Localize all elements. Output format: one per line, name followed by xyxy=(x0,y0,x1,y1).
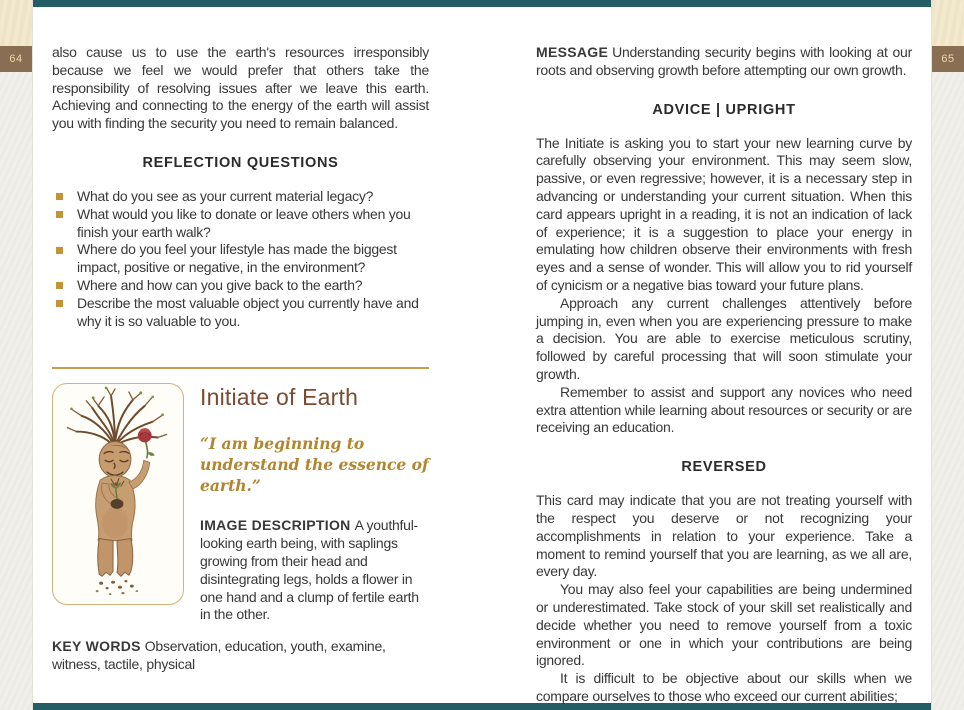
card-section xyxy=(52,383,429,624)
right-page-edge xyxy=(931,0,964,710)
advice-paragraph: The Initiate is asking you to start your new learning curve by carefully observing your environment. This may seem slow, passive, or even regressive; however, it is a necessary step in advancing or understanding your current situation. When this card appears upright in a reading, it is not an indication of lack of experience; it is a suggestion to place your energy in emulating how children observe their environments with fresh eyes and a sense of wonder. This will allow you to rid yourself of cynicism or a negative bias toward your future plans. xyxy=(536,134,912,293)
key-words-label: KEY WORDS xyxy=(52,638,141,655)
list-item xyxy=(52,188,429,206)
advice-paragraph: Approach any current challenges attentively before jumping in, even when you are experiencing pressure to make a decision. You are able to exercise meticulous scrutiny, followed by careful processing that will soon stimulate your growth. xyxy=(536,294,912,382)
reversed-paragraph: You may also feel your capabilities are being undermined or underestimated. Take stock of your skill set realistically and decide whether you need to remove yourself from a toxic environment or one in which your contributions are being ignored. xyxy=(536,581,912,669)
reversed-paragraph: This card may indicate that you are not treating yourself with the respect you deserve or not recognizing your accomplishments in relation to your experience. Take a moment to remind yourself that you are learning, as we all are, every day. xyxy=(536,492,912,580)
advice-paragraph: Remember to assist and support any novices who need extra attention while learning about resources or security or are receiving an education. xyxy=(536,383,912,436)
right-page-number: 65 xyxy=(941,53,955,65)
right-page xyxy=(536,44,912,706)
left-page xyxy=(52,44,429,674)
left-page-edge xyxy=(0,0,33,710)
card-title: Initiate of Earth xyxy=(200,384,359,411)
bullet-square-icon xyxy=(56,300,63,307)
reversed-paragraph: It is difficult to be objective about our skills when we compare ourselves to those who exceed our current abilities; xyxy=(536,670,912,704)
list-item xyxy=(52,277,429,295)
image-description-text: A youthful-looking earth being, with saplings growing from their head and disintegrating legs, holds a flower in one hand and a clump of fertile earth in the other. xyxy=(200,517,419,623)
right-page-tab xyxy=(932,46,964,72)
advice-upright-heading: ADVICE | UPRIGHT xyxy=(652,101,796,118)
reflection-questions-list xyxy=(52,188,429,330)
list-item xyxy=(52,206,429,242)
bullet-square-icon xyxy=(56,193,63,200)
left-page-tab xyxy=(0,46,32,72)
message-paragraph xyxy=(536,44,912,80)
question-text: Where do you feel your lifestyle has made the biggest impact, positive or negative, in the environment? xyxy=(77,241,397,276)
bullet-square-icon xyxy=(56,282,63,289)
left-page-edge-cream xyxy=(0,0,32,46)
message-text: Understanding security begins with looking at our roots and observing growth before attempting our own growth. xyxy=(536,44,912,78)
question-text: Where and how can you give back to the earth? xyxy=(77,276,363,293)
reversed-heading: REVERSED xyxy=(681,459,767,476)
card-info xyxy=(200,383,429,624)
section-divider-rule xyxy=(52,367,429,369)
bullet-square-icon xyxy=(56,247,63,254)
key-words-text: Observation, education, youth, examine, witness, tactile, physical xyxy=(52,638,386,672)
intro-paragraph: also cause us to use the earth's resources irresponsibly because we feel we would prefer that others take the responsibility of resolving issues after we leave this earth. Achieving and connecting to the energy of the earth will assist you with finding the security you need to remain balanced. xyxy=(52,44,429,132)
image-description xyxy=(200,517,429,624)
card-quote: “I am beginning to understand the essence of earth.” xyxy=(200,434,429,496)
list-item xyxy=(52,295,429,331)
key-words xyxy=(52,638,429,674)
book-cover-top-edge xyxy=(33,0,931,7)
reflection-questions-heading: REFLECTION QUESTIONS xyxy=(142,154,339,171)
earth-being-illustration-icon xyxy=(53,384,183,604)
right-page-edge-cream xyxy=(932,0,964,46)
list-item xyxy=(52,241,429,277)
initiate-of-earth-card-illustration xyxy=(52,383,184,605)
message-label: MESSAGE xyxy=(536,44,609,60)
question-text: What would you like to donate or leave others when you finish your earth walk? xyxy=(77,205,411,240)
reversed-paragraphs xyxy=(536,492,912,706)
left-page-number: 64 xyxy=(9,53,23,65)
question-text: Describe the most valuable object you currently have and why it is so valuable to you. xyxy=(77,294,419,329)
question-text: What do you see as your current material legacy? xyxy=(77,187,374,204)
advice-paragraphs xyxy=(536,135,912,438)
image-description-label: IMAGE DESCRIPTION xyxy=(200,517,351,534)
bullet-square-icon xyxy=(56,211,63,218)
